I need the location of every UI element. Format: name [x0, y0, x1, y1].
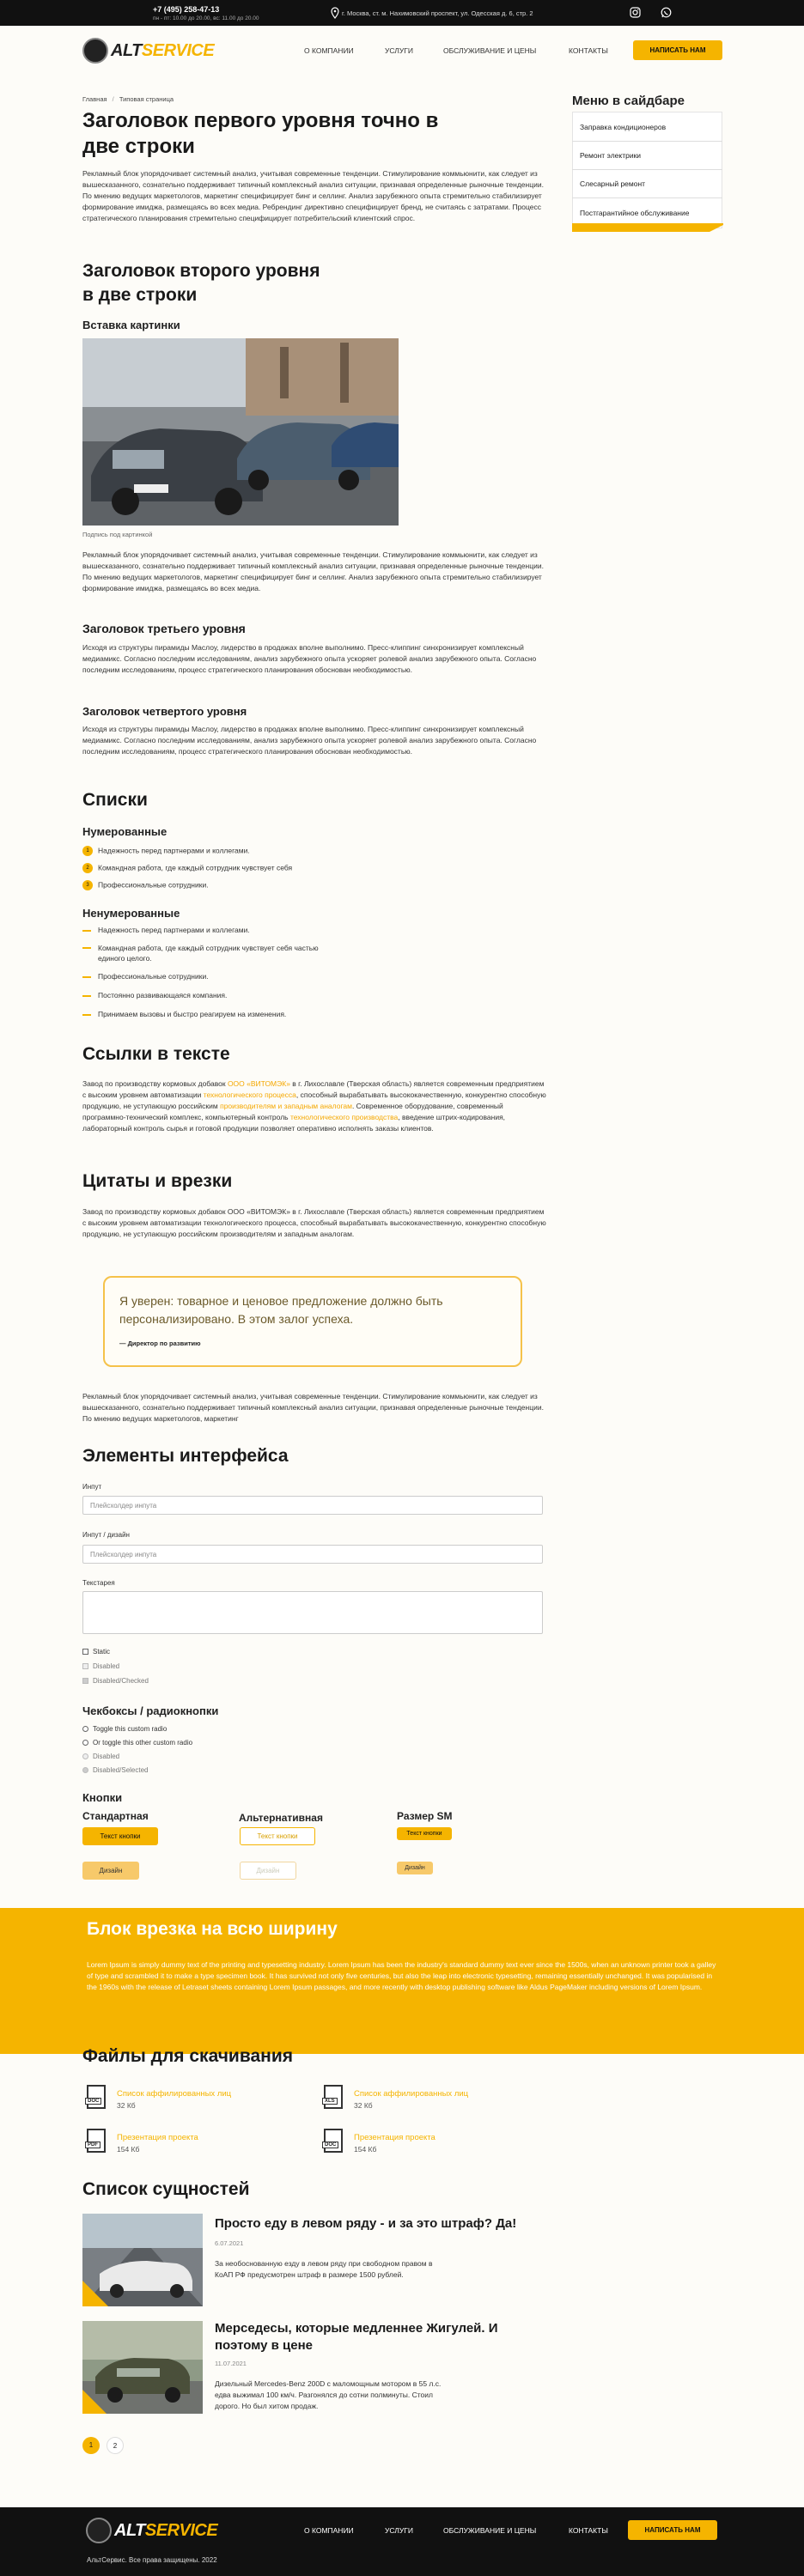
file-size: 32 Кб	[117, 2101, 136, 2110]
file-link[interactable]: Список аффилированных лиц	[354, 2089, 469, 2099]
sm-button-disabled: Дизайн	[397, 1862, 433, 1874]
entity-date: 6.07.2021	[215, 2239, 244, 2247]
bullet-list-heading: Ненумерованные	[82, 907, 180, 920]
file-item[interactable]	[324, 2085, 343, 2109]
work-hours: пн - пт: 10.00 до 20.00, вс: 11.00 до 20.00	[153, 15, 259, 21]
text-link[interactable]: производителям и западным аналогам	[220, 1102, 352, 1110]
intro-paragraph: Рекламный блок упорядочивает системный анализ, учитывая современные тенденции. Стимулирование коммьюнити, как следует из вышесказанного, сознательно поддерживает типичный комплексный анализ ситуации, признавая определенные рыночные тенденции. По мнению ведущих маркетологов, маркетинг специфицирует бинг и селлинг. Анализ зарубежного опыта стремительно стабилизирует формирование имиджа, размещаясь во всех медиа. Ребрендинг директивно специфицирует бренд, не считаясь с затратами. Процесс стратегического планирования стремительно специфицирует потребительский клиентский спрос.	[82, 169, 544, 222]
checkbox-checked-icon	[82, 1678, 88, 1684]
checkbox-static[interactable]: Static	[82, 1648, 110, 1656]
radio-icon	[82, 1753, 88, 1759]
numbered-list-heading: Нумерованные	[82, 825, 168, 838]
file-link[interactable]: Презентация проекта	[354, 2133, 436, 2142]
alt-button[interactable]: Текст кнопки	[240, 1827, 315, 1845]
sm-button[interactable]: Текст кнопки	[397, 1827, 452, 1840]
page-title	[82, 108, 438, 160]
number-badge: 3	[82, 880, 93, 890]
files-heading: Файлы для скачивания	[82, 2046, 293, 2066]
number-badge: 1	[82, 846, 93, 856]
radio-selected-icon	[82, 1767, 88, 1773]
text-input-design[interactable]: Плейсхолдер инпута	[82, 1545, 543, 1564]
footer-link-service-prices[interactable]: ОБСЛУЖИВАНИЕ И ЦЕНЫ	[443, 2526, 537, 2535]
file-item[interactable]	[87, 2129, 106, 2153]
banner-text: Lorem Ipsum is simply dummy text of the printing and typesetting industry. Lorem Ipsum has been the industry's standard dummy text ever since the 1500s, when an unknown printer took a galley of type and scrambled it to make a type specimen book. It has survived not only five centuries, but also the leap into electronic typesetting, remaining essentially unchanged. It was popularised in the 1960s with the release of Letraset sheets containing Lorem Ipsum passages, and more recently with desktop publishing software like Aldus PageMaker including versions of Lorem Ipsum.	[87, 1960, 716, 1991]
textarea-label: Текстарея	[82, 1579, 115, 1587]
quote-text: Я уверен: товарное и ценовое предложение должно быть персонализировано. В этом залог успеха.	[119, 1294, 443, 1326]
file-item[interactable]	[324, 2129, 343, 2153]
checkbox-icon	[82, 1649, 88, 1655]
address: г. Москва, ст. м. Нахимовский проспект, ул. Одесская д. 6, стр. 2	[342, 9, 533, 17]
dash-icon	[82, 1014, 91, 1016]
sidebar-accent-stripe	[572, 223, 723, 232]
pdf-file-icon: PDF	[87, 2129, 106, 2153]
entity-excerpt: Дизельный Mercedes-Benz 200D с маломощным мотором в 55 л.с. едва выжимал 100 км/ч. Разгонялся до сотни полминуты. Стоил дорого. Но был хитом продаж.	[215, 2379, 442, 2410]
breadcrumb	[82, 95, 174, 103]
entity-title[interactable]: Мерседесы, которые медленнее Жигулей. И поэтому в цене	[215, 2321, 498, 2353]
breadcrumb-current: Типовая страница	[119, 95, 174, 103]
footer-contact-button[interactable]: НАПИСАТЬ НАМ	[628, 2520, 717, 2540]
nav-link-about[interactable]: О КОМПАНИИ	[304, 46, 354, 55]
dash-icon	[82, 995, 91, 997]
file-size: 154 Кб	[354, 2145, 377, 2154]
text-link[interactable]: ООО «ВИТОМЭК»	[227, 1079, 290, 1088]
top-bar	[0, 0, 804, 26]
sidebar-item-electrics[interactable]: Ремонт электрики	[572, 142, 722, 170]
bullet-item: Надежность перед партнерами и коллегами.	[82, 926, 250, 934]
breadcrumb-separator: /	[112, 95, 114, 103]
footer	[0, 2507, 804, 2576]
logo-text-service: SERVICE	[141, 40, 215, 60]
sidebar-title: Меню в сайдбаре	[572, 94, 685, 108]
contact-us-button[interactable]: НАПИСАТЬ НАМ	[633, 40, 722, 60]
entity-excerpt: За необоснованную езду в левом ряду при свободном правом в КоАП РФ предусмотрен штраф в размере 1500 рублей.	[215, 2259, 433, 2279]
bullet-item: Принимаем вызовы и быстро реагируем на изменения.	[82, 1010, 286, 1018]
heading-h3: Заголовок третьего уровня	[82, 622, 246, 635]
radio-disabled: Disabled	[82, 1753, 119, 1760]
radio-toggle-1[interactable]: Toggle this custom radio	[82, 1725, 167, 1733]
doc-file-icon: DOC	[87, 2085, 106, 2109]
numbered-item: 1 Надежность перед партнерами и коллегами.	[82, 846, 250, 856]
standard-button[interactable]: Текст кнопки	[82, 1827, 158, 1845]
file-size: 32 Кб	[354, 2101, 373, 2110]
radio-icon	[82, 1726, 88, 1732]
pagination-page-2[interactable]: 2	[107, 2437, 124, 2454]
checkbox-icon	[82, 1663, 88, 1669]
links-heading: Ссылки в тексте	[82, 1044, 230, 1064]
paragraph-after-quote: Рекламный блок упорядочивает системный анализ, учитывая современные тенденции. Стимулирование коммьюнити, как следует из вышесказанного, сознательно поддерживает типичный комплексный анализ ситуации, признавая определенные рыночные тенденции. По мнению ведущих маркетологов, маркетинг	[82, 1392, 544, 1423]
alt-button-disabled: Дизайн	[240, 1862, 296, 1880]
entities-heading: Список сущностей	[82, 2179, 250, 2199]
text-link[interactable]: технологического производства	[289, 1113, 399, 1121]
sidebar-item-locksmith[interactable]: Слесарный ремонт	[572, 170, 722, 198]
h2-line-1: Заголовок второго уровня	[82, 261, 320, 281]
file-item[interactable]	[87, 2085, 106, 2109]
site-logo[interactable]	[82, 38, 214, 64]
nav-link-contacts[interactable]: КОНТАКТЫ	[569, 46, 608, 55]
buttons-col-sm: Размер SM	[397, 1810, 453, 1822]
h2-line-2: в две строки	[82, 285, 198, 305]
location-pin-icon	[330, 7, 340, 19]
text-link[interactable]: технологического процесса	[203, 1091, 296, 1099]
radio-toggle-2[interactable]: Or toggle this other custom radio	[82, 1739, 192, 1747]
image-heading: Вставка картинки	[82, 319, 180, 331]
buttons-col-standard: Стандартная	[82, 1810, 149, 1822]
entity-date: 11.07.2021	[215, 2360, 247, 2367]
whatsapp-icon[interactable]	[661, 7, 672, 18]
number-badge: 2	[82, 863, 93, 873]
pagination-page-1[interactable]: 1	[82, 2437, 100, 2454]
logo-text-alt: ALT	[111, 40, 142, 60]
buttons-col-alt: Альтернативная	[239, 1812, 323, 1824]
ui-elements-heading: Элементы интерфейса	[82, 1446, 289, 1466]
dash-icon	[82, 930, 91, 932]
copyright: АльтСервис. Все права защищены. 2022	[87, 2556, 217, 2564]
input-label: Инпут	[82, 1483, 102, 1491]
standard-button-disabled: Дизайн	[82, 1862, 139, 1880]
checkbox-disabled-checked: Disabled/Checked	[82, 1677, 149, 1685]
checkbox-disabled: Disabled	[82, 1662, 119, 1670]
file-link[interactable]: Презентация проекта	[117, 2133, 198, 2142]
logo-text-alt: ALT	[114, 2520, 145, 2540]
full-width-banner	[0, 1908, 804, 2054]
dash-icon	[82, 947, 91, 949]
radio-disabled-selected: Disabled/Selected	[82, 1766, 148, 1774]
quotes-heading: Цитаты и врезки	[82, 1171, 233, 1191]
phone-number[interactable]: +7 (495) 258-47-13	[153, 5, 220, 14]
footer-link-services[interactable]: УСЛУГИ	[385, 2526, 413, 2535]
lists-heading: Списки	[82, 790, 148, 810]
quote-author: — Директор по развитию	[119, 1340, 201, 1347]
entity-image-mercedes[interactable]	[82, 2321, 203, 2414]
section-heading-h2	[82, 259, 320, 307]
links-paragraph: Завод по производству кормовых добавок ООО «ВИТОМЭК» в г. Лихославле (Тверская область) является современным предприятием с высоким уровнем автоматизации технологического процесса, способный вырабатывать высококачественную, конкурентно способную продукцию, не уступающую российским производителям и западным аналогам. Современное оборудование, современный программно-технический комплекс, компьютерный контроль технологического производства, введение штрих-кодирования, лабораторный контроль сырья и готовой продукции позволяет оперативно исполнять заказы клиентов.	[82, 1079, 546, 1133]
footer-link-contacts[interactable]: КОНТАКТЫ	[569, 2526, 608, 2535]
paragraph-3: Исходя из структуры пирамиды Маслоу, лидерство в продажах вполне выполнимо. Пресс-клиппинг синхронизирует комплексный медиамикс. Согласно последним исследованиям, анализ зарубежного опыта ускоряет ролевой анализ зарубежного опыта. Согласно последним исследованиям, процесс стратегического планирования обоснован необходимостью.	[82, 643, 537, 674]
bullet-item: Постоянно развивающаяся компания.	[82, 991, 227, 999]
instagram-icon[interactable]	[630, 7, 641, 18]
dash-icon	[82, 976, 91, 978]
doc-file-icon: DOC	[324, 2129, 343, 2153]
xls-file-icon: XLS	[324, 2085, 343, 2109]
breadcrumb-home[interactable]: Главная	[82, 95, 107, 103]
logo-badge-icon	[82, 38, 108, 64]
banner-title: Блок врезка на всю ширину	[87, 1919, 338, 1939]
paragraph-4: Исходя из структуры пирамиды Маслоу, лидерство в продажах вполне выполнимо. Пресс-клиппинг синхронизирует комплексный медиамикс. Согласно последним исследованиям, анализ зарубежного опыта ускоряет ролевой анализ зарубежного опыта. Согласно последним исследованиям, процесс стратегического планирования обоснован необходимостью.	[82, 725, 537, 756]
file-size: 154 Кб	[117, 2145, 140, 2154]
radio-icon	[82, 1740, 88, 1746]
textarea[interactable]	[82, 1591, 543, 1634]
logo-badge-icon	[86, 2518, 112, 2543]
input-design-label: Инпут / дизайн	[82, 1531, 130, 1539]
numbered-item: 2 Командная работа, где каждый сотрудник чувствует себя	[82, 863, 292, 873]
paragraph-2: Рекламный блок упорядочивает системный анализ, учитывая современные тенденции. Стимулирование коммьюнити, как следует из вышесказанного, сознательно поддерживает типичный комплексный анализ ситуации, признавая определенные рыночные тенденции. По мнению ведущих маркетологов, маркетинг специфицирует бинг и селлинг. Анализ зарубежного опыта стремительно стабилизирует формирование имиджа, размещаясь во всех медиа.	[82, 550, 544, 592]
image-caption: Подпись под картинкой	[82, 531, 153, 538]
quotes-paragraph: Завод по производству кормовых добавок ООО «ВИТОМЭК» в г. Лихославле (Тверская область) является современным предприятием с высоким уровнем автоматизации технологического процесса, способный вырабатывать высококачественную, конкурентно способную продукцию, не уступающую российским производителям и западным аналогам.	[82, 1207, 546, 1238]
sidebar-item-post-warranty[interactable]: Постгарантийное обслуживание	[580, 208, 690, 217]
logo-text-service: SERVICE	[144, 2520, 218, 2540]
entity-image-road[interactable]	[82, 2214, 203, 2306]
nav-link-services[interactable]: УСЛУГИ	[385, 46, 413, 55]
page-title-line-1: Заголовок первого уровня точно в	[82, 109, 439, 132]
cars-parking-photo	[82, 338, 399, 526]
footer-logo[interactable]	[86, 2518, 217, 2543]
file-link[interactable]: Список аффилированных лиц	[117, 2089, 232, 2099]
page-title-line-2: две строки	[82, 135, 195, 158]
main-nav	[0, 26, 804, 76]
footer-link-about[interactable]: О КОМПАНИИ	[304, 2526, 354, 2535]
nav-link-service-prices[interactable]: ОБСЛУЖИВАНИЕ И ЦЕНЫ	[443, 46, 537, 55]
buttons-heading: Кнопки	[82, 1791, 123, 1804]
bullet-item: Профессиональные сотрудники.	[82, 972, 209, 981]
bullet-item: Командная работа, где каждый сотрудник чувствует себя частью единого целого.	[82, 943, 332, 963]
text-input[interactable]: Плейсхолдер инпута	[82, 1496, 543, 1515]
sidebar-item-ac-refill[interactable]: Заправка кондиционеров	[572, 113, 722, 142]
heading-h4: Заголовок четвертого уровня	[82, 705, 247, 718]
entity-title[interactable]: Просто еду в левом ряду - и за это штраф? Да!	[215, 2216, 517, 2231]
radios-heading: Чекбоксы / радиокнопки	[82, 1704, 219, 1717]
numbered-item: 3 Профессиональные сотрудники.	[82, 880, 209, 890]
